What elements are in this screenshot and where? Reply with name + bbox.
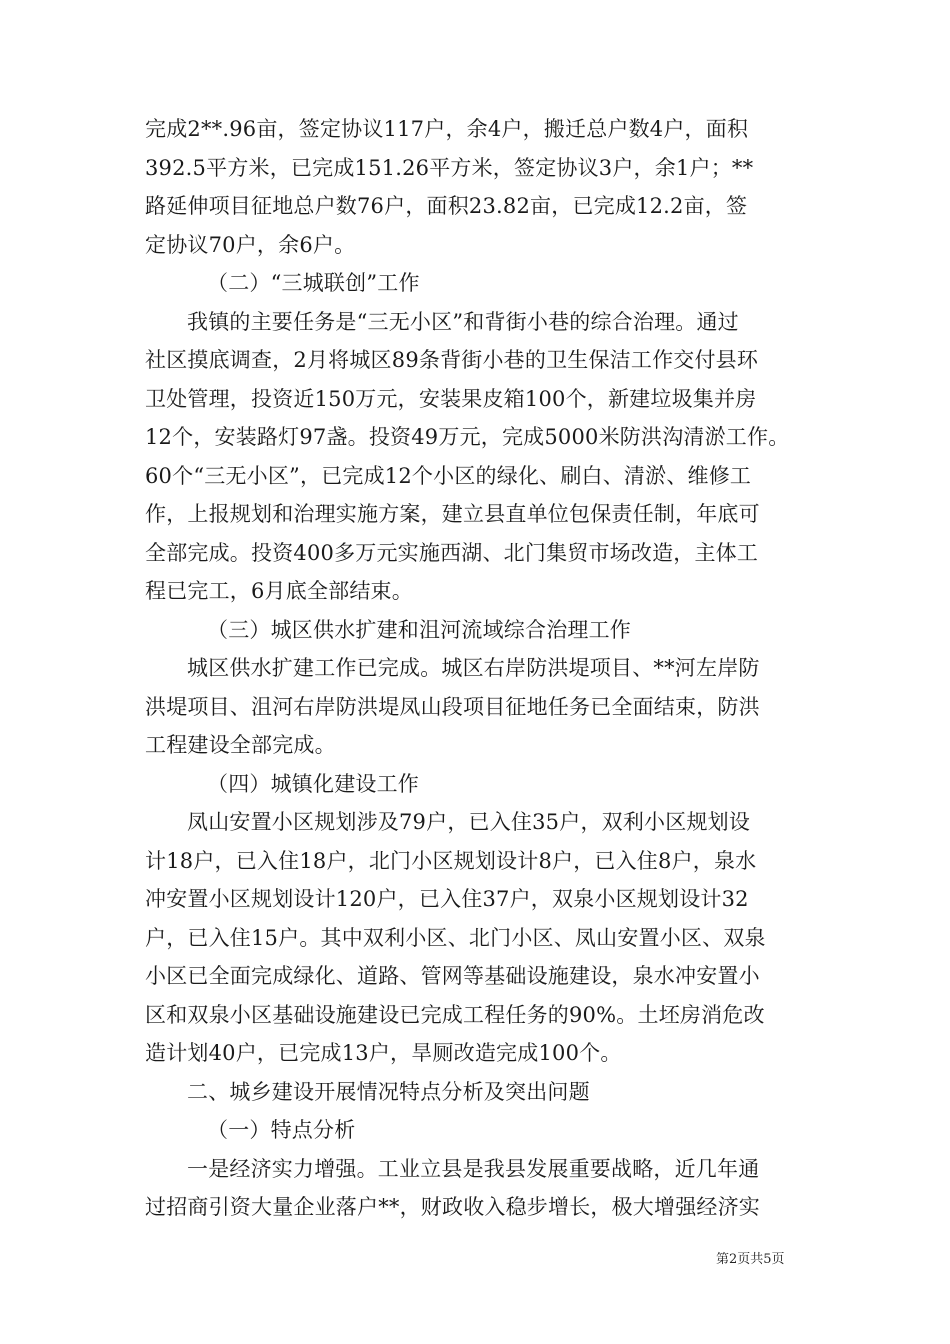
text-line: 定协议70户，余6户。 xyxy=(145,232,356,257)
text-line: 392.5平方米，已完成151.26平方米，签定协议3户，余1户；** xyxy=(145,155,754,180)
text-line: 作，上报规划和治理实施方案，建立县直单位包保责任制，年底可 xyxy=(145,502,760,526)
text-line: 过招商引资大量企业落户**，财政收入稳步增长，极大增强经济实 xyxy=(145,1195,760,1219)
text-line: 60个“三无小区”，已完成12个小区的绿化、刷白、清淤、维修工 xyxy=(145,463,752,488)
text-line: 小区已全面完成绿化、道路、管网等基础设施建设，泉水冲安置小 xyxy=(145,964,760,988)
document-body xyxy=(145,110,810,1227)
text-line: 我镇的主要任务是“三无小区”和背街小巷的综合治理。通过 xyxy=(187,309,739,334)
text-line: 凤山安置小区规划涉及79户，已入住35户，双利小区规划设 xyxy=(187,810,751,834)
section-heading: （二）“三城联创”工作 xyxy=(207,271,420,295)
text-line: 卫处管理，投资近150万元，安装果皮箱100个，新建垃圾集并房 xyxy=(145,386,757,411)
text-line: 全部完成。投资400多万元实施西湖、北门集贸市场改造，主体工 xyxy=(145,540,759,565)
text-line: 洪堤项目、沮河右岸防洪堤凤山段项目征地任务已全面结束，防洪 xyxy=(145,694,760,719)
text-line: 工程建设全部完成。 xyxy=(145,733,336,757)
section-heading: （四）城镇化建设工作 xyxy=(207,771,419,796)
text-line: 冲安置小区规划设计120户，已入住37户，双泉小区规划设计32 xyxy=(145,887,749,911)
section-heading: （三）城区供水扩建和沮河流域综合治理工作 xyxy=(207,617,631,642)
text-line: 12个，安装路灯97盏。投资49万元，完成5000米防洪沟清淤工作。 xyxy=(145,425,790,449)
section-heading: （一）特点分析 xyxy=(207,1118,356,1142)
text-line: 程已完工，6月底全部结束。 xyxy=(145,579,413,603)
page-number-footer: 第2页共5页 xyxy=(716,1252,785,1267)
text-line: 完成2**.96亩，签定协议117户，余4户，搬迁总户数4户，面积 xyxy=(145,117,749,141)
text-line: 区和双泉小区基础设施建设已完成工程任务的90%。土坯房消危改 xyxy=(145,1002,765,1027)
text-line: 一是经济实力增强。工业立县是我县发展重要战略，近几年通 xyxy=(187,1156,760,1181)
text-line: 计18户，已入住18户，北门小区规划设计8户，已入住8户，泉水 xyxy=(145,848,757,873)
text-line: 社区摸底调查，2月将城区89条背街小巷的卫生保洁工作交付县环 xyxy=(145,348,759,372)
text-line: 城区供水扩建工作已完成。城区右岸防洪堤项目、**河左岸防 xyxy=(187,656,760,680)
section-heading: 二、城乡建设开展情况特点分析及突出问题 xyxy=(187,1079,590,1104)
text-line: 户，已入住15户。其中双利小区、北门小区、凤山安置小区、双泉 xyxy=(145,925,766,950)
text-line: 造计划40户，已完成13户，旱厕改造完成100个。 xyxy=(145,1041,622,1065)
text-line: 路延伸项目征地总户数76户，面积23.82亩，已完成12.2亩，签 xyxy=(145,194,748,218)
